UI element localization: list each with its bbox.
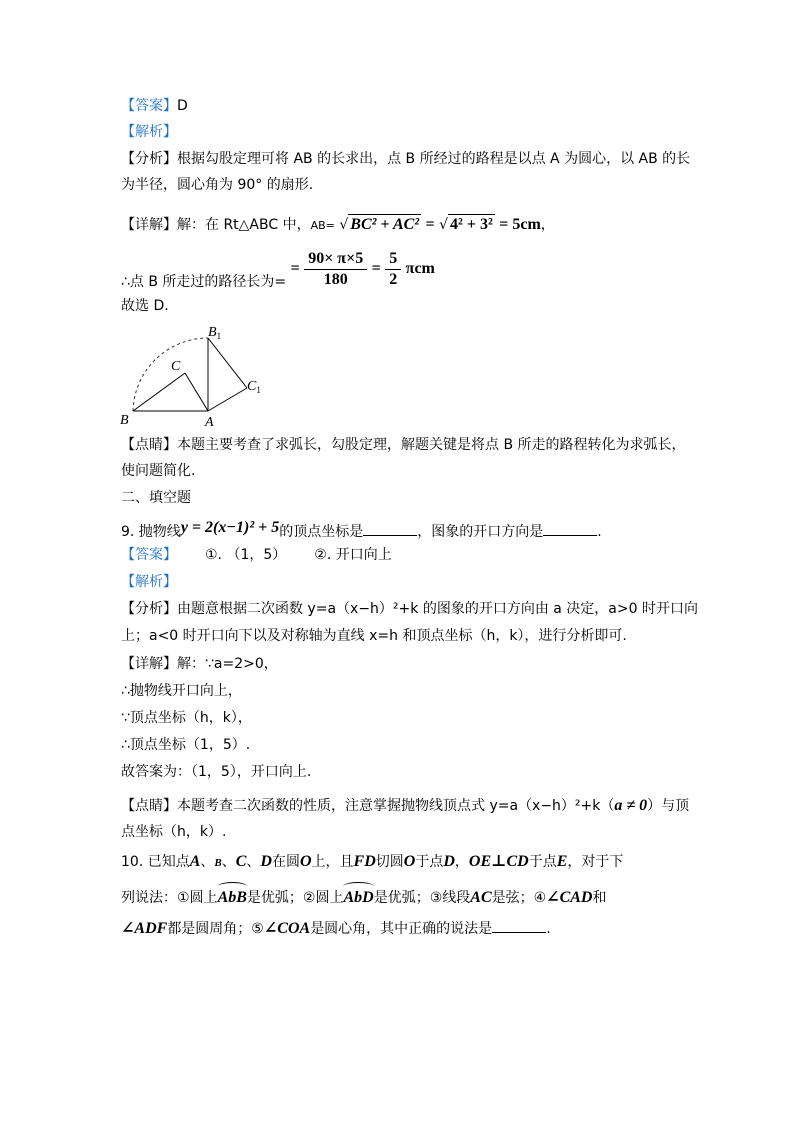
q9-dianjing-line2: 点坐标（h，k）. [121, 824, 227, 840]
q8-dianjing-line1 [121, 435, 686, 455]
q9-xiangjie-line: 【详解】解：∵a=2>0， [121, 656, 278, 672]
fraction-2: $\frac{5}{2}$ [385, 249, 401, 290]
analysis-label: 【解析】 [121, 574, 177, 590]
answer-label: 【答案】 [121, 547, 177, 563]
fenxi-text-2: 为半径，圆心角为 90° 的扇形. [121, 177, 314, 193]
label-C: C [171, 359, 181, 374]
xiangjie-label: 【详解】 [121, 217, 177, 233]
q9-analysis-line [121, 572, 177, 592]
label-A: A [205, 415, 214, 428]
q9-question-line: 9. 抛物线y = 2(x−1)² + 5的顶点坐标是 ，图象的开口方向是 . [121, 519, 602, 540]
sqrt-formula-2: √ 4² + 3² [439, 216, 493, 233]
condition-formula: a ≠ 0 [614, 797, 648, 814]
q8-xiangjie-line: 【详解】解：在 Rt△ABC 中，AB= √ BC² + AC² = √ 4² + 3² = 5cm， [121, 216, 555, 233]
q8-analysis-line [121, 122, 177, 142]
q9-blank-1[interactable] [363, 521, 417, 536]
xiangjie-label: 【详解】 [121, 656, 177, 672]
q9-step-5: 故答案为：（1，5），开口向上. [121, 764, 312, 780]
fenxi-text: 根据勾股定理可将 AB 的长求出，点 B 所经过的路程是以点 A 为圆心，以 AB 的长 [177, 151, 691, 167]
q8-fenxi-line1 [121, 149, 690, 169]
answer-value: D [177, 98, 188, 114]
q9-answer-line [121, 545, 392, 565]
q10-line1: 10. 已知点A、B、C、D在圆O上，且FD切圆O于点D，OE⊥CD于点E，对于下 [121, 853, 624, 870]
q8-path-line: ∴点 B 所走过的路径长为= = $\frac{90\times \pi\times 5}{180}$ = $\frac{5}{2}$ πcm [121, 246, 435, 292]
arc-AbB: AbB [217, 889, 247, 906]
dianjing-label: 【点睛】 [121, 798, 177, 814]
q8-dianjing-line2 [121, 461, 195, 481]
analysis-label: 【解析】 [121, 124, 177, 140]
q9-dianjing-line1: 【点睛】本题考查二次函数的性质，注意掌握抛物线顶点式 y=a（x−h）²+k（a ≠ 0）与顶 [121, 797, 690, 814]
xiangjie-text: 解：在 Rt△ABC 中， [177, 217, 311, 233]
q8-fenxi-line2 [121, 175, 313, 195]
q9-fenxi-line2: 上；a<0 时开口向下以及对称轴为直线 x=h 和顶点坐标（h，k），进行分析即可. [121, 628, 627, 644]
answer-label: 【答案】 [121, 98, 177, 114]
label-C1: $C_1$ [247, 379, 261, 395]
q10-line2: 列说法：①圆上AbB是优弧；②圆上AbD是优弧；③线段AC是弦；④∠CAD和 [121, 889, 607, 906]
q9-formula: y = 2(x−1)² + 5 [180, 519, 280, 536]
fraction-1: $\frac{90\times \pi\times 5}{180}$ [304, 249, 367, 290]
q10-line3: ∠ADF都是圆周角；⑤∠COA是圆心角，其中正确的说法是 . [121, 920, 551, 937]
q8-answer-line [121, 96, 188, 116]
label-B1: $B_1$ [208, 325, 222, 341]
q9-step-2: ∴抛物线开口向上， [121, 683, 242, 699]
dianjing-label: 【点睛】 [121, 437, 177, 453]
section-title: 二、填空题 [121, 490, 191, 506]
dianjing-text: 本题主要考查了求弧长，勾股定理，解题关键是将点 B 所走的路程转化为求弧长， [177, 437, 686, 453]
choose-text: 故选 D. [121, 298, 169, 314]
q9-answer-1: ①. （1，5） [205, 547, 287, 563]
frac-unit: πcm [405, 260, 435, 277]
q9-answer-2: ②. 开口向上 [314, 547, 392, 563]
geometry-figure [115, 318, 275, 428]
fenxi-label: 【分析】 [121, 151, 177, 167]
q8-choose-line [121, 296, 169, 316]
fenxi-label: 【分析】 [121, 601, 177, 617]
q9-fenxi-line1: 【分析】由题意根据二次函数 y=a（x−h）²+k 的图象的开口方向由 a 决定，a>0 时开口向 [121, 601, 698, 617]
q10-blank[interactable] [492, 918, 546, 933]
dianjing-text-2: 使问题简化. [121, 463, 196, 479]
label-B: B [120, 413, 129, 428]
ab-eq: AB= [310, 219, 335, 232]
q9-blank-2[interactable] [543, 521, 597, 536]
dashed-arc [133, 338, 208, 411]
q9-number: 9. 抛物线 [121, 524, 181, 540]
arc-AbD: AbD [343, 889, 374, 906]
formula-result: = 5cm [499, 216, 541, 233]
q9-step-3: ∵顶点坐标（h，k）， [121, 710, 252, 726]
sqrt-formula-1: √ BC² + AC² [339, 216, 420, 233]
q9-step-4: ∴顶点坐标（1，5）. [121, 737, 251, 753]
path-text: ∴点 B 所走过的路径长为= [121, 274, 287, 290]
